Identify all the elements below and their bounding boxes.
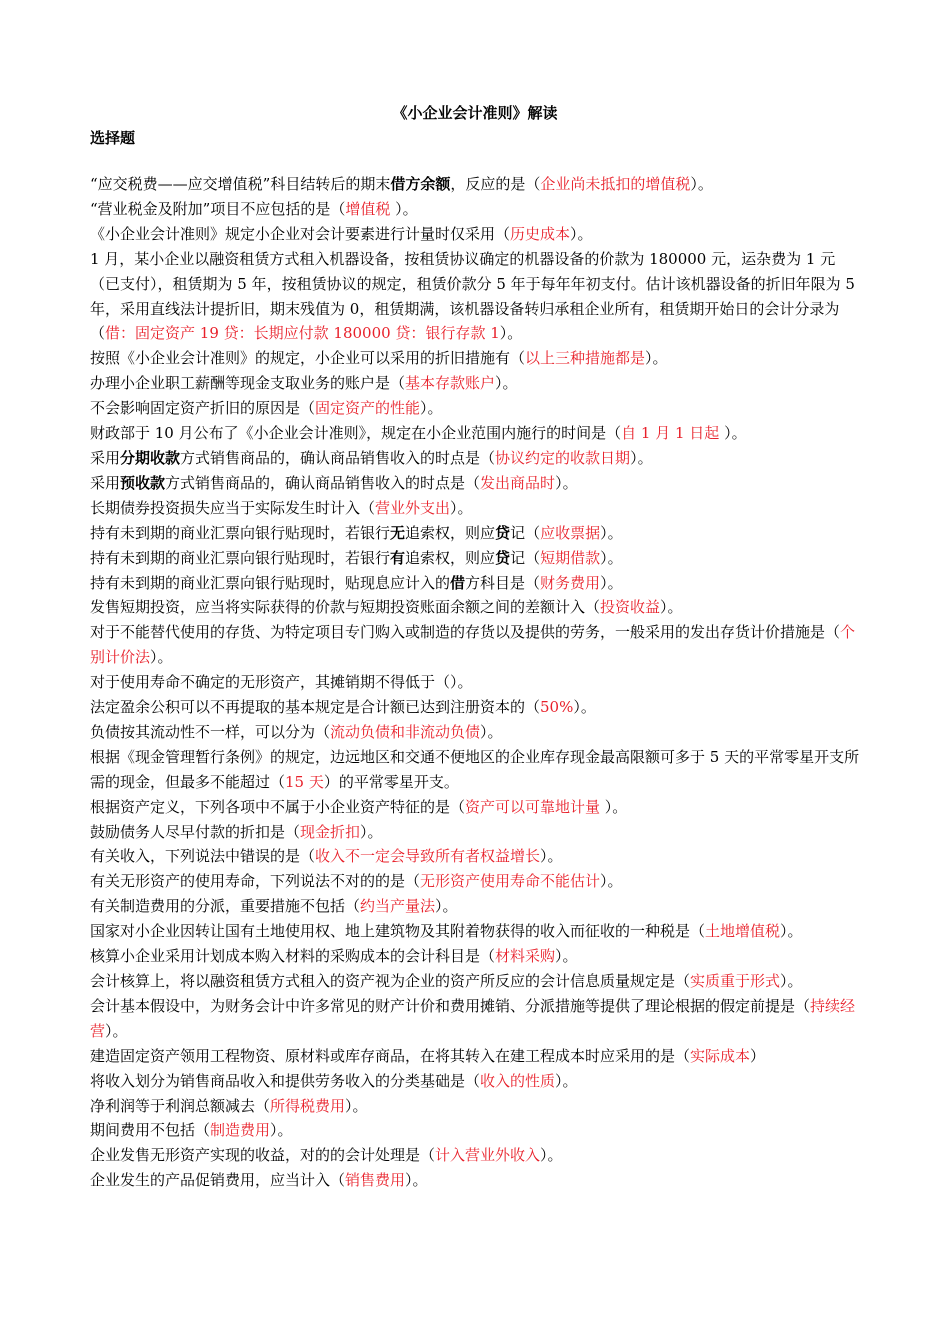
emphasis-text: 分期收款 bbox=[120, 448, 181, 467]
question-text: ）。 bbox=[345, 1096, 368, 1115]
question-text: 鼓励债务人尽早付款的折扣是（ bbox=[90, 822, 301, 841]
document-title: 《小企业会计准则》解读 bbox=[392, 104, 558, 122]
question-item bbox=[90, 172, 862, 197]
answer-text: 历史成本 bbox=[510, 224, 571, 243]
question-item bbox=[90, 1044, 862, 1069]
question-item bbox=[90, 894, 862, 919]
question-text: ）。 bbox=[450, 498, 473, 517]
answer-text: 无形资产使用寿命不能估计 bbox=[420, 872, 601, 891]
answer-text: 销售费用 bbox=[345, 1171, 406, 1190]
answer-text: 约当产量法 bbox=[360, 897, 436, 916]
question-text: 方科目是（ bbox=[465, 573, 541, 592]
question-text: 财政部于 10 月公布了《小企业会计准则》，规定在小企业范围内施行的时间是（ bbox=[90, 424, 622, 443]
question-text: 核算小企业采用计划成本购入材料的采购成本的会计科目是（ bbox=[90, 947, 496, 966]
question-item bbox=[90, 396, 862, 421]
question-text: 1 月，某小企业以融资租赁方式租入机器设备，按租赁协议确定的机器设备的价款为 180000 元，运杂费为 1 元（已支付），租赁期为 5 年，按租赁协议的规定，租赁价款分 5 年于每年年初支付。估计该机器设备的折旧年限为 5 年，采用直线法计提折旧，期末残值为 0，租赁期满，该机器设备转归承租企业所有，租赁期开始日的会计分录为（ bbox=[90, 249, 855, 343]
question-text: ）。 bbox=[719, 424, 747, 443]
answer-text: 持续经营 bbox=[90, 996, 856, 1040]
question-text: 有关制造费用的分派，重要措施不包括（ bbox=[90, 897, 361, 916]
question-text: 发售短期投资，应当将实际获得的价款与短期投资账面余额之间的差额计入（ bbox=[90, 598, 601, 617]
emphasis-text: 借方余额 bbox=[390, 175, 451, 193]
question-text: 建造固定资产领用工程物资、原材料或库存商品，在将其转入在建工程成本时应采用的是（ bbox=[90, 1046, 691, 1065]
question-text: 记（ bbox=[510, 523, 541, 542]
section-heading: 选择题 bbox=[90, 129, 136, 147]
emphasis-text: 有 bbox=[390, 548, 406, 567]
question-text: 会计核算上，将以融资租赁方式租入的资产视为企业的资产所反应的会计信息质量规定是（ bbox=[90, 972, 691, 990]
question-text: 采用 bbox=[90, 473, 121, 492]
question-text: ）。 bbox=[540, 1146, 563, 1165]
question-item bbox=[90, 919, 862, 944]
answer-text: 收入的性质 bbox=[480, 1071, 556, 1090]
answer-text: 以上三种措施都是 bbox=[525, 349, 646, 368]
emphasis-text: 无 bbox=[390, 523, 406, 542]
question-text: ）。 bbox=[495, 374, 518, 393]
answer-text: 借：固定资产 19 贷：长期应付款 180000 贷：银行存款 1 bbox=[105, 324, 500, 343]
question-text: ）。 bbox=[780, 922, 803, 941]
question-text: 持有未到期的商业汇票向银行贴现时，若银行 bbox=[90, 548, 391, 567]
question-text: 会计基本假设中，为财务会计中许多常见的财产计价和费用摊销、分派措施等提供了理论根据的假定前提是（ bbox=[90, 996, 811, 1015]
question-text: 持有未到期的商业汇票向银行贴现时，若银行 bbox=[90, 523, 391, 542]
question-text: 追索权，则应 bbox=[405, 548, 496, 567]
question-item bbox=[90, 795, 862, 820]
answer-text: 资产可以可靠地计量 bbox=[465, 797, 601, 816]
question-item bbox=[90, 346, 862, 371]
question-item bbox=[90, 620, 862, 670]
answer-text: 50% bbox=[540, 698, 574, 717]
question-text: 根据《现金管理暂行条例》的规定，边远地区和交通不便地区的企业库存现金最高限额可多于 5 天的平常零星开支所需的现金，但最多不能超过（ bbox=[90, 747, 860, 791]
question-item bbox=[90, 745, 862, 795]
question-text: ）。 bbox=[555, 473, 578, 492]
question-text: ）。 bbox=[645, 349, 668, 368]
question-text: 企业发售无形资产实现的收益，对的的会计处理是（ bbox=[90, 1146, 436, 1165]
question-item bbox=[90, 595, 862, 620]
answer-text: 发出商品时 bbox=[480, 473, 556, 492]
question-text: ）。 bbox=[540, 847, 563, 866]
question-text: ）。 bbox=[630, 448, 653, 467]
answer-text: 个别计价法 bbox=[90, 623, 856, 667]
question-item bbox=[90, 695, 862, 720]
emphasis-text: 预收款 bbox=[120, 473, 166, 492]
question-item bbox=[90, 670, 862, 695]
answer-text: 15 天 bbox=[285, 772, 324, 791]
answer-text: 实际成本 bbox=[690, 1046, 751, 1065]
question-text: 对于不能替代使用的存货、为特定项目专门购入或制造的存货以及提供的劳务，一般采用的发出存货计价措施是（ bbox=[90, 623, 841, 642]
answer-text: 企业尚未抵扣的增值税 bbox=[540, 175, 691, 193]
question-item bbox=[90, 1094, 862, 1119]
question-text: ）的平常零星开支。 bbox=[323, 772, 459, 791]
question-text: 办理小企业职工薪酬等现金支取业务的账户是（ bbox=[90, 374, 406, 393]
question-item bbox=[90, 222, 862, 247]
answer-text: 材料采购 bbox=[495, 947, 556, 966]
question-text: 有关收入，下列说法中错误的是（ bbox=[90, 847, 316, 866]
question-text: “应交税费——应交增值税”科目结转后的期末 bbox=[90, 175, 391, 193]
question-text: ）。 bbox=[435, 897, 458, 916]
question-item bbox=[90, 869, 862, 894]
question-text: ）。 bbox=[600, 523, 623, 542]
question-item bbox=[90, 1143, 862, 1168]
answer-text: 所得税费用 bbox=[270, 1096, 346, 1115]
question-item bbox=[90, 446, 862, 471]
question-text: 《小企业会计准则》规定小企业对会计要素进行计量时仅采用（ bbox=[90, 224, 511, 243]
question-item bbox=[90, 546, 862, 571]
emphasis-text: 贷 bbox=[495, 548, 511, 567]
answer-text: 短期借款 bbox=[540, 548, 601, 567]
question-text: ）。 bbox=[405, 1171, 428, 1190]
question-text: 国家对小企业因转让国有土地使用权、地上建筑物及其附着物获得的收入而征收的一种税是（ bbox=[90, 922, 706, 941]
answer-text: 基本存款账户 bbox=[405, 374, 496, 393]
question-text: ）。 bbox=[600, 872, 623, 891]
question-item bbox=[90, 496, 862, 521]
question-item bbox=[90, 197, 862, 222]
question-text: 持有未到期的商业汇票向银行贴现时，贴现息应计入的 bbox=[90, 573, 451, 592]
question-item bbox=[90, 1069, 862, 1094]
question-text: 法定盈余公积可以不再提取的基本规定是合计额已达到注册资本的（ bbox=[90, 698, 541, 717]
answer-text: 计入营业外收入 bbox=[435, 1146, 541, 1165]
question-item bbox=[90, 1118, 862, 1143]
question-text: ）。 bbox=[480, 722, 503, 741]
question-text: ，反应的是（ bbox=[450, 175, 541, 193]
question-item bbox=[90, 994, 862, 1044]
question-text: 将收入划分为销售商品收入和提供劳务收入的分类基础是（ bbox=[90, 1071, 481, 1090]
question-item bbox=[90, 571, 862, 596]
answer-text: 流动负债和非流动负债 bbox=[330, 722, 481, 741]
question-text: 期间费用不包括（ bbox=[90, 1121, 211, 1140]
question-text: ）。 bbox=[555, 1071, 578, 1090]
question-text: 方式销售商品的，确认商品销售收入的时点是（ bbox=[180, 448, 496, 467]
question-item bbox=[90, 421, 862, 446]
question-text: 根据资产定义，下列各项中不属于小企业资产特征的是（ bbox=[90, 797, 466, 816]
question-text: 长期债券投资损失应当于实际发生时计入（ bbox=[90, 498, 376, 517]
question-text: ）。 bbox=[420, 399, 443, 418]
answer-text: 土地增值税 bbox=[705, 922, 781, 941]
answer-text: 实质重于形式 bbox=[690, 972, 781, 990]
question-text: ）。 bbox=[690, 175, 713, 193]
question-text: 对于使用寿命不确定的无形资产，其摊销期不得低于（）。 bbox=[90, 673, 473, 692]
question-item bbox=[90, 1168, 862, 1193]
question-item bbox=[90, 944, 862, 969]
question-text: 企业发生的产品促销费用，应当计入（ bbox=[90, 1171, 346, 1190]
question-item bbox=[90, 720, 862, 745]
answer-text: 制造费用 bbox=[210, 1121, 271, 1140]
answer-text: 协议约定的收款日期 bbox=[495, 448, 631, 467]
answer-text: 现金折扣 bbox=[300, 822, 361, 841]
question-text: ）。 bbox=[150, 648, 173, 667]
question-text: ）。 bbox=[105, 1021, 128, 1040]
question-list bbox=[90, 172, 862, 1193]
question-text: ） bbox=[750, 1046, 766, 1065]
question-text: ）。 bbox=[780, 972, 803, 990]
question-item bbox=[90, 471, 862, 496]
question-text: 追索权，则应 bbox=[405, 523, 496, 542]
question-item bbox=[90, 820, 862, 845]
question-text: 负债按其流动性不一样，可以分为（ bbox=[90, 722, 331, 741]
question-text: ）。 bbox=[570, 224, 593, 243]
question-item bbox=[90, 371, 862, 396]
question-text: 净利润等于利润总额减去（ bbox=[90, 1096, 271, 1115]
question-text: ）。 bbox=[499, 324, 523, 343]
emphasis-text: 借 bbox=[450, 573, 466, 592]
question-text: 记（ bbox=[510, 548, 541, 567]
question-text: “营业税金及附加”项目不应包括的是（ bbox=[90, 199, 346, 218]
answer-text: 增值税 bbox=[345, 199, 391, 218]
answer-text: 营业外支出 bbox=[375, 498, 451, 517]
answer-text: 收入不一定会导致所有者权益增长 bbox=[315, 847, 541, 866]
question-text: 按照《小企业会计准则》的规定，小企业可以采用的折旧措施有（ bbox=[90, 349, 526, 368]
question-text: 不会影响固定资产折旧的原因是（ bbox=[90, 399, 316, 418]
answer-text: 财务费用 bbox=[540, 573, 601, 592]
answer-text: 固定资产的性能 bbox=[315, 399, 421, 418]
question-text: ）。 bbox=[600, 797, 628, 816]
question-item bbox=[90, 521, 862, 546]
emphasis-text: 贷 bbox=[495, 523, 511, 542]
question-text: 有关无形资产的使用寿命，下列说法不对的的是（ bbox=[90, 872, 421, 891]
answer-text: 应收票据 bbox=[540, 523, 601, 542]
question-text: ）。 bbox=[270, 1121, 293, 1140]
question-text: ）。 bbox=[390, 199, 418, 218]
question-text: ）。 bbox=[555, 947, 578, 966]
question-text: ）。 bbox=[573, 698, 596, 717]
question-text: ）。 bbox=[600, 573, 623, 592]
question-text: 方式销售商品的，确认商品销售收入的时点是（ bbox=[165, 473, 481, 492]
question-item bbox=[90, 844, 862, 869]
question-text: ）。 bbox=[360, 822, 383, 841]
answer-text: 自 1 月 1 日起 bbox=[621, 424, 720, 443]
question-item bbox=[90, 969, 862, 994]
answer-text: 投资收益 bbox=[600, 598, 661, 617]
question-text: ）。 bbox=[600, 548, 623, 567]
question-item bbox=[90, 247, 862, 347]
question-text: ）。 bbox=[660, 598, 683, 617]
question-text: 采用 bbox=[90, 448, 121, 467]
